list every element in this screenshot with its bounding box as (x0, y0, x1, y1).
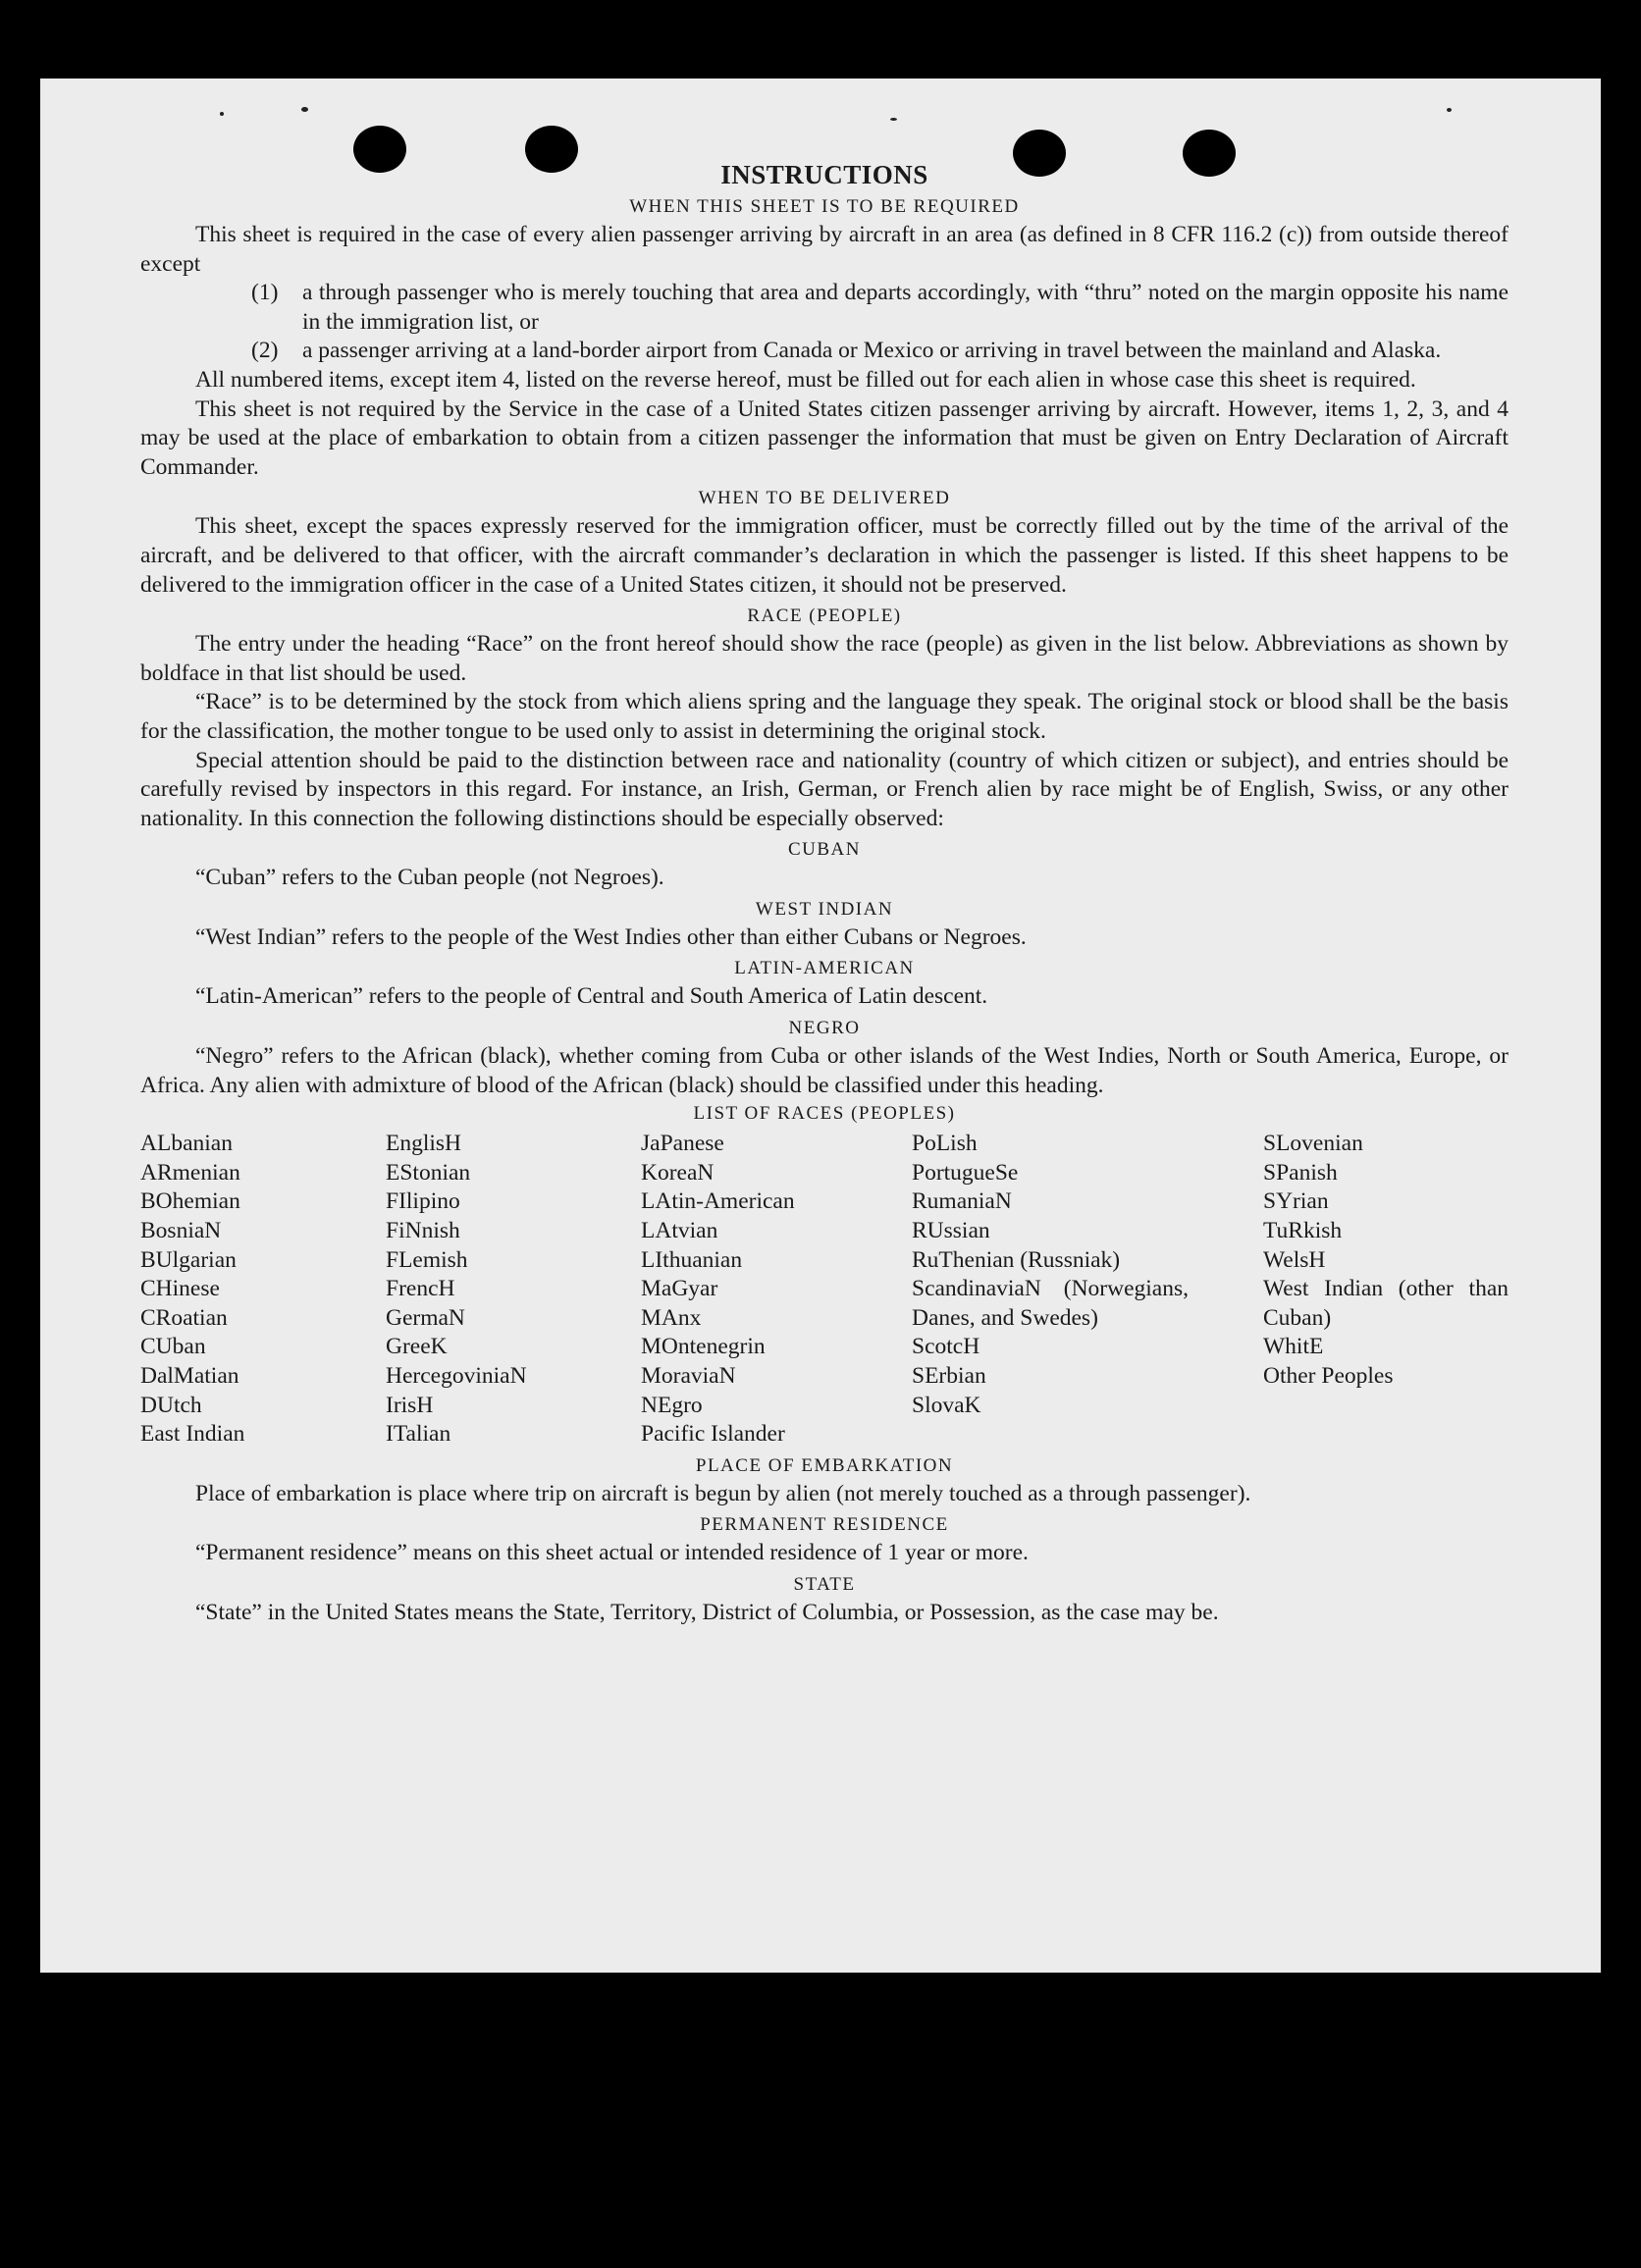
section-heading-negro: NEGRO (788, 1018, 861, 1039)
race-entry: ITalian (386, 1421, 451, 1448)
race-entry: SYrian (1263, 1188, 1329, 1215)
race-entry: WelsH (1263, 1246, 1326, 1273)
race-entry: JaPanese (641, 1131, 724, 1157)
race-entry: SLovenian (1263, 1131, 1363, 1157)
race-entry: East Indian (140, 1421, 245, 1448)
race-entry: WhitE (1263, 1334, 1324, 1360)
section-heading-delivered: WHEN TO BE DELIVERED (698, 488, 951, 509)
race-entry: FLemish (386, 1246, 468, 1273)
race-entry: FrencH (386, 1276, 455, 1302)
numbered-items-paragraph: All numbered items, except item 4, listed on the reverse hereof, must be filled out for each alien in whose case this sheet is required. (195, 366, 1416, 393)
section-heading-race: RACE (PEOPLE) (747, 606, 902, 627)
section-heading-embarkation: PLACE OF EMBARKATION (695, 1454, 954, 1476)
race-entry: MOntenegrin (641, 1334, 766, 1360)
exception-item (140, 337, 1509, 366)
race-entry: PoLish (912, 1131, 978, 1157)
race-entry: LIthuanian (641, 1246, 743, 1273)
race-entry: CHinese (140, 1276, 220, 1302)
race-entry: GermaN (386, 1304, 465, 1331)
exception-item (140, 279, 1509, 337)
race-column (912, 1130, 1206, 1450)
dust-speck (301, 107, 308, 112)
race-entry: DUtch (140, 1392, 202, 1418)
section-heading-latin-american: LATIN-AMERICAN (734, 958, 915, 979)
document-sheet (40, 79, 1601, 1973)
section-heading-race-list: LIST OF RACES (PEOPLES) (693, 1103, 956, 1125)
race-entry: EStonian (386, 1159, 471, 1186)
race-entry: MoraviaN (641, 1363, 736, 1389)
race-paragraph-2: “Race” is to be determined by the stock from which aliens spring and the language they speak. The original stock or blood shall be the basis for the classification, the mother tongue to be used only to assist in determining the original stock. (140, 689, 1509, 744)
race-paragraph-1: The entry under the heading “Race” on the front hereof should show the race (people) as given in the list below. Abbreviations as shown by boldface in that list should be used. (140, 631, 1509, 686)
race-entry: West Indian (other than Cuban) (1263, 1276, 1509, 1331)
race-column (386, 1130, 641, 1450)
race-entry: SPanish (1263, 1159, 1338, 1186)
race-entry: SErbian (912, 1363, 986, 1389)
race-entry: MAnx (641, 1304, 702, 1331)
race-entry: ARmenian (140, 1159, 240, 1186)
race-entry: ALbanian (140, 1131, 233, 1157)
race-entry: KoreaN (641, 1159, 715, 1186)
race-entry: LAtvian (641, 1218, 718, 1244)
race-entry: Pacific Islander (641, 1421, 785, 1448)
state-definition: “State” in the United States means the State, Territory, District of Columbia, or Possession, as the case may be. (195, 1599, 1219, 1625)
latin-american-definition: “Latin-American” refers to the people of Central and South America of Latin descent. (195, 983, 988, 1010)
race-entry: LAtin-American (641, 1188, 795, 1215)
race-entry: PortugueSe (912, 1159, 1019, 1186)
dust-speck (220, 112, 224, 116)
required-intro: This sheet is required in the case of every alien passenger arriving by aircraft in an area (as defined in 8 CFR 116.2 (c)) from outside thereof except (140, 222, 1509, 277)
embarkation-definition: Place of embarkation is place where trip on aircraft is begun by alien (not merely touched as a through passenger). (195, 1480, 1251, 1506)
item-text: a passenger arriving at a land-border airport from Canada or Mexico or arriving in travel between the mainland and Alaska. (302, 338, 1442, 364)
race-entry: EnglisH (386, 1131, 462, 1157)
instructions-content (140, 159, 1509, 1628)
section-heading-state: STATE (793, 1573, 856, 1595)
race-entry: Other Peoples (1263, 1363, 1394, 1389)
race-entry: ScotcH (912, 1334, 980, 1360)
section-heading-west-indian: WEST INDIAN (755, 898, 894, 920)
race-entry: ScandinaviaN (Norwegians, Danes, and Swedes) (912, 1276, 1189, 1331)
residence-definition: “Permanent residence” means on this sheet actual or intended residence of 1 year or more. (195, 1540, 1029, 1566)
race-paragraph-3: Special attention should be paid to the distinction between race and nationality (country of which citizen or subject), and entries should be carefully revised by inspectors in this regard. For instance, an Irish, German, or French alien by race might be of English, Swiss, or any other nationality. In this connection the following distinctions should be especially observed: (140, 747, 1509, 831)
race-entry: CUban (140, 1334, 206, 1360)
west-indian-definition: “West Indian” refers to the people of the West Indies other than either Cubans or Negroes. (195, 923, 1027, 950)
race-entry: RUssian (912, 1218, 990, 1244)
race-entry: FiNnish (386, 1218, 460, 1244)
item-number: (1) (251, 280, 279, 306)
dust-speck (890, 118, 897, 121)
race-entry: CRoatian (140, 1304, 228, 1331)
page-title: INSTRUCTIONS (720, 160, 928, 189)
race-entry: FIlipino (386, 1188, 460, 1215)
race-entry: GreeK (386, 1334, 448, 1360)
cuban-definition: “Cuban” refers to the Cuban people (not Negroes). (195, 865, 664, 891)
race-entry: BOhemian (140, 1188, 240, 1215)
race-list (140, 1130, 1509, 1450)
race-entry: BosniaN (140, 1218, 222, 1244)
race-entry: DalMatian (140, 1363, 239, 1389)
item-number: (2) (251, 338, 279, 364)
section-heading-cuban: CUBAN (787, 839, 861, 861)
race-entry: SlovaK (912, 1392, 981, 1418)
race-entry: IrisH (386, 1392, 434, 1418)
delivered-paragraph: This sheet, except the spaces expressly reserved for the immigration officer, must be correctly filled out by the time of the arrival of the aircraft, and be delivered to that officer, with the aircraft commander’s declaration in which the passenger is listed. If this sheet happens to be delivered to the immigration officer in the case of a United States citizen, it should not be preserved. (140, 513, 1509, 598)
race-entry: TuRkish (1263, 1218, 1343, 1244)
race-entry: HercegoviniaN (386, 1363, 527, 1389)
race-entry: MaGyar (641, 1276, 718, 1302)
race-column (641, 1130, 912, 1450)
race-entry: BUlgarian (140, 1246, 237, 1273)
section-heading-required: WHEN THIS SHEET IS TO BE REQUIRED (629, 196, 1020, 217)
dust-speck (1447, 108, 1452, 112)
race-column (1263, 1130, 1509, 1450)
race-column (140, 1130, 386, 1450)
race-entry: RumaniaN (912, 1188, 1012, 1215)
race-entry: NEgro (641, 1392, 703, 1418)
race-entry: RuThenian (Russniak) (912, 1246, 1121, 1273)
negro-definition: “Negro” refers to the African (black), whether coming from Cuba or other islands of the West Indies, North or South America, Europe, or Africa. Any alien with admixture of blood of the African (black) should be classified under this heading. (140, 1043, 1509, 1098)
section-heading-residence: PERMANENT RESIDENCE (700, 1514, 949, 1536)
citizen-paragraph: This sheet is not required by the Service in the case of a United States citizen passenger arriving by aircraft. However, items 1, 2, 3, and 4 may be used at the place of embarkation to obtain from a citizen passenger the information that must be given on Entry Declaration of Aircraft Commander. (140, 396, 1509, 480)
item-text: a through passenger who is merely touching that area and departs accordingly, with “thru” noted on the margin opposite his name in the immigration list, or (302, 280, 1509, 335)
